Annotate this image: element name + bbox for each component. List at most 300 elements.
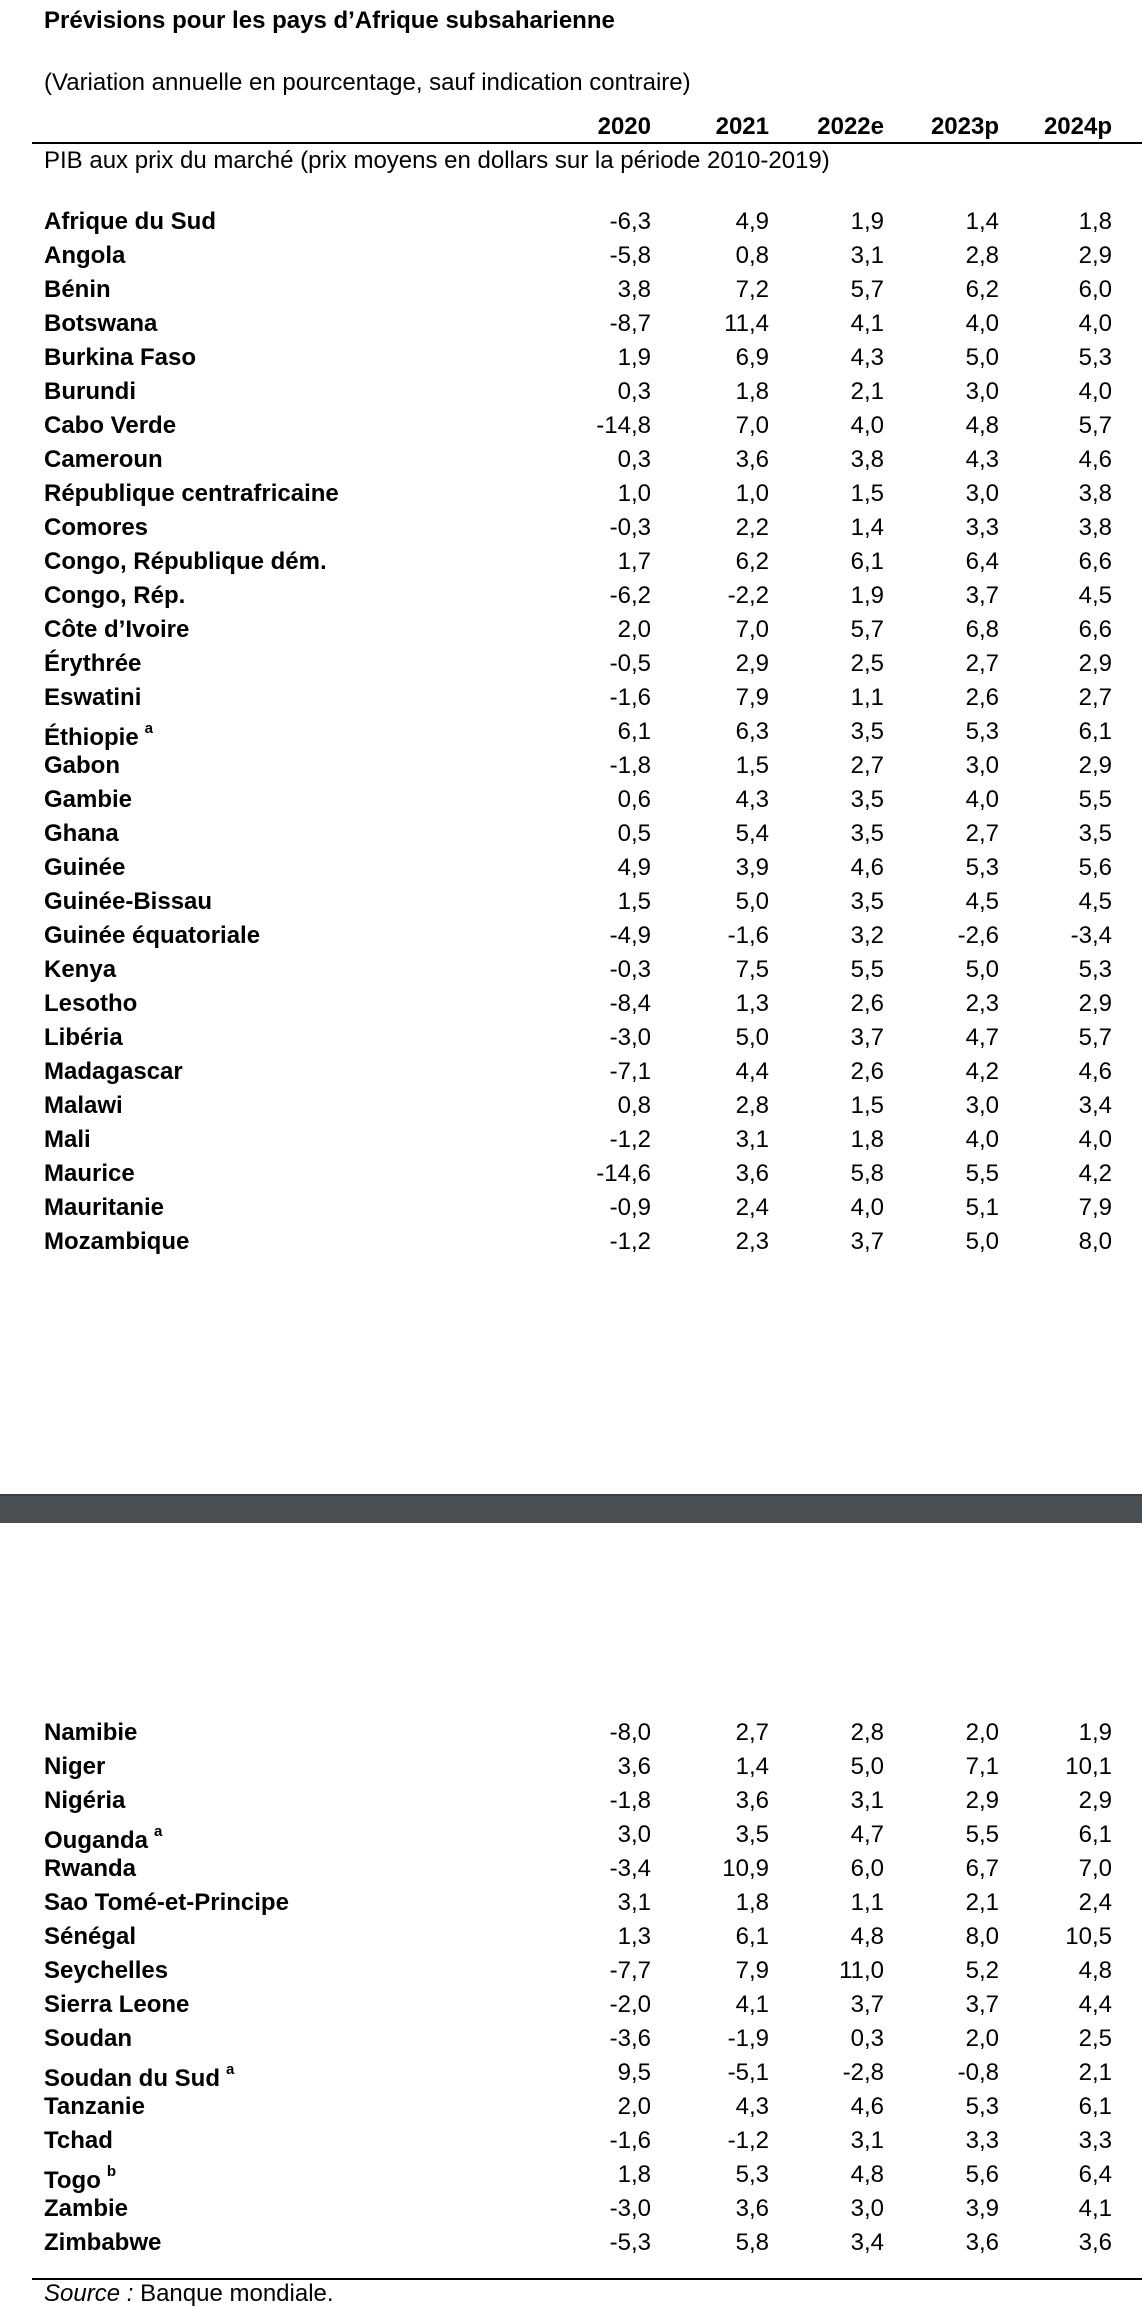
table-row: [0, 953, 1142, 987]
value-cell: 2,0: [965, 2025, 999, 2052]
value-cell: 10,5: [1065, 1923, 1112, 1950]
value-cell: -0,5: [609, 650, 651, 677]
country-name: [44, 785, 132, 815]
value-cell: 2,9: [1078, 1787, 1112, 1814]
value-cell: 2,8: [965, 242, 999, 269]
country-name: [44, 1854, 136, 1884]
value-cell: -5,3: [609, 2229, 651, 2256]
value-cell: 5,1: [965, 1194, 999, 1221]
value-cell: 6,6: [1078, 616, 1112, 643]
country-label: Guinée: [44, 854, 126, 881]
value-cell: 5,8: [735, 2229, 769, 2256]
country-label: Sao Tomé-et-Principe: [44, 1889, 289, 1916]
value-cell: 1,1: [850, 684, 884, 711]
value-cell: 4,6: [1078, 1058, 1112, 1085]
value-cell: 1,9: [850, 582, 884, 609]
country-label: Comores: [44, 514, 149, 541]
value-cell: -1,2: [727, 2127, 769, 2154]
value-cell: 4,0: [965, 310, 999, 337]
value-cell: 1,3: [735, 990, 769, 1017]
value-cell: 6,4: [1078, 2161, 1112, 2188]
country-name: [44, 751, 120, 781]
value-cell: 7,9: [1078, 1194, 1112, 1221]
country-name: [44, 1718, 137, 1748]
country-name: [44, 343, 196, 373]
country-name: [44, 717, 153, 753]
value-cell: 3,5: [1078, 820, 1112, 847]
value-cell: -2,2: [727, 582, 769, 609]
value-cell: 2,1: [1078, 2059, 1112, 2086]
value-cell: 5,0: [850, 1753, 884, 1780]
table-row: [0, 1157, 1142, 1191]
value-cell: -2,6: [957, 922, 999, 949]
value-cell: 5,3: [965, 718, 999, 745]
value-cell: 3,1: [850, 1787, 884, 1814]
country-name: [44, 615, 189, 645]
value-cell: 3,3: [965, 514, 999, 541]
value-cell: 2,8: [735, 1092, 769, 1119]
country-name: [44, 1159, 135, 1189]
value-cell: 4,0: [850, 1194, 884, 1221]
value-cell: 3,7: [850, 1024, 884, 1051]
value-cell: 0,6: [617, 786, 651, 813]
value-cell: 0,3: [617, 378, 651, 405]
column-header: 2021: [715, 113, 769, 140]
value-cell: 1,8: [617, 2161, 651, 2188]
table-row: [0, 1191, 1142, 1225]
country-label: Madagascar: [44, 1058, 183, 1085]
country-label: Angola: [44, 242, 126, 269]
value-cell: 1,4: [965, 208, 999, 235]
value-cell: 5,7: [1078, 1024, 1112, 1051]
value-cell: 3,6: [735, 1160, 769, 1187]
country-label: Cameroun: [44, 446, 163, 473]
value-cell: 5,3: [1078, 344, 1112, 371]
country-name: [44, 1125, 91, 1155]
value-cell: 1,8: [735, 378, 769, 405]
value-cell: 4,6: [1078, 446, 1112, 473]
value-cell: 3,7: [965, 582, 999, 609]
value-cell: 3,5: [850, 820, 884, 847]
value-cell: 5,0: [965, 344, 999, 371]
value-cell: 2,7: [1078, 684, 1112, 711]
value-cell: 2,3: [735, 1228, 769, 1255]
value-cell: 2,9: [735, 650, 769, 677]
value-cell: 4,6: [850, 854, 884, 881]
table-row: [0, 1716, 1142, 1750]
value-cell: 5,2: [965, 1957, 999, 1984]
table-row: [0, 409, 1142, 443]
value-cell: 4,2: [965, 1058, 999, 1085]
value-cell: 4,3: [735, 2093, 769, 2120]
value-cell: -2,8: [842, 2059, 884, 2086]
table-subtitle: (Variation annuelle en pourcentage, sauf indication contraire): [44, 69, 691, 96]
table-row: [0, 511, 1142, 545]
value-cell: 3,0: [617, 1821, 651, 1848]
header-divider: [32, 142, 1142, 144]
table-row: [0, 2056, 1142, 2090]
value-cell: 0,3: [850, 2025, 884, 2052]
country-label: Lesotho: [44, 990, 138, 1017]
country-label: Tanzanie: [44, 2093, 145, 2120]
value-cell: 10,1: [1065, 1753, 1112, 1780]
country-label: Mauritanie: [44, 1194, 165, 1221]
value-cell: 4,0: [965, 786, 999, 813]
value-cell: 6,2: [735, 548, 769, 575]
table-row: [0, 579, 1142, 613]
value-cell: -1,6: [609, 684, 651, 711]
value-cell: 2,9: [1078, 990, 1112, 1017]
value-cell: 5,3: [965, 854, 999, 881]
value-cell: 3,8: [617, 276, 651, 303]
table-row: [0, 2124, 1142, 2158]
country-name: [44, 1193, 164, 1223]
value-cell: 1,8: [735, 1889, 769, 1916]
value-cell: 4,1: [1078, 2195, 1112, 2222]
table-row: [0, 749, 1142, 783]
country-name: [44, 2092, 145, 2122]
source-note: [44, 2279, 334, 2308]
value-cell: -3,4: [1070, 922, 1112, 949]
value-cell: -0,9: [609, 1194, 651, 1221]
country-label: Côte d’Ivoire: [44, 616, 190, 643]
country-label: Soudan du Sud: [44, 2065, 220, 2092]
country-label: Burkina Faso: [44, 344, 197, 371]
value-cell: 6,6: [1078, 548, 1112, 575]
value-cell: -8,4: [609, 990, 651, 1017]
table-row: [0, 375, 1142, 409]
value-cell: 6,4: [965, 548, 999, 575]
value-cell: -14,6: [596, 1160, 651, 1187]
value-cell: 7,0: [735, 616, 769, 643]
country-label: Mali: [44, 1126, 91, 1153]
value-cell: 4,4: [1078, 1991, 1112, 2018]
value-cell: 5,5: [850, 956, 884, 983]
value-cell: 3,8: [1078, 480, 1112, 507]
value-cell: 5,3: [735, 2161, 769, 2188]
table-row: [0, 1954, 1142, 1988]
value-cell: 6,0: [850, 1855, 884, 1882]
value-cell: 0,8: [735, 242, 769, 269]
country-label: Éthiopie: [44, 724, 139, 751]
table-row: [0, 239, 1142, 273]
country-name: [44, 1888, 289, 1918]
value-cell: -1,2: [609, 1126, 651, 1153]
value-cell: 9,5: [617, 2059, 651, 2086]
value-cell: 0,3: [617, 446, 651, 473]
value-cell: 2,0: [617, 616, 651, 643]
value-cell: -2,0: [609, 1991, 651, 2018]
value-cell: 6,1: [617, 718, 651, 745]
value-cell: -7,1: [609, 1058, 651, 1085]
value-cell: 3,2: [850, 922, 884, 949]
table-row: [0, 2158, 1142, 2192]
country-name: [44, 1752, 105, 1782]
table-row: [0, 1055, 1142, 1089]
value-cell: -0,3: [609, 956, 651, 983]
value-cell: 6,0: [1078, 276, 1112, 303]
value-cell: 4,8: [850, 1923, 884, 1950]
value-cell: 6,1: [1078, 2093, 1112, 2120]
value-cell: 6,1: [850, 548, 884, 575]
value-cell: 2,6: [965, 684, 999, 711]
value-cell: 1,0: [735, 480, 769, 507]
value-cell: 4,0: [1078, 378, 1112, 405]
value-cell: 2,7: [965, 820, 999, 847]
value-cell: 6,9: [735, 344, 769, 371]
table-row: [0, 1818, 1142, 1852]
value-cell: -7,7: [609, 1957, 651, 1984]
value-cell: 4,6: [850, 2093, 884, 2120]
value-cell: 4,9: [735, 208, 769, 235]
country-label: Togo: [44, 2167, 101, 2194]
country-name: [44, 1227, 189, 1257]
value-cell: -1,2: [609, 1228, 651, 1255]
value-cell: 4,3: [735, 786, 769, 813]
country-label: Cabo Verde: [44, 412, 177, 439]
value-cell: 3,3: [1078, 2127, 1112, 2154]
value-cell: 5,4: [735, 820, 769, 847]
value-cell: 4,8: [850, 2161, 884, 2188]
value-cell: 6,8: [965, 616, 999, 643]
table-row: [0, 1225, 1142, 1259]
country-name: [44, 513, 148, 543]
value-cell: -1,9: [727, 2025, 769, 2052]
country-label: Seychelles: [44, 1957, 169, 1984]
value-cell: 5,5: [965, 1160, 999, 1187]
country-name: [44, 2024, 132, 2054]
country-name: [44, 309, 157, 339]
value-cell: 5,6: [1078, 854, 1112, 881]
value-cell: 3,0: [965, 378, 999, 405]
country-name: [44, 683, 141, 713]
country-label: Kenya: [44, 956, 117, 983]
country-label: République centrafricaine: [44, 480, 339, 507]
value-cell: 2,0: [965, 1719, 999, 1746]
table-row: [0, 205, 1142, 239]
value-cell: 3,7: [850, 1991, 884, 2018]
country-label: Ouganda: [44, 1827, 149, 1854]
value-cell: -1,8: [609, 1787, 651, 1814]
value-cell: 1,4: [850, 514, 884, 541]
country-name: [44, 2058, 234, 2094]
value-cell: -8,0: [609, 1719, 651, 1746]
country-label: Nigéria: [44, 1787, 126, 1814]
value-cell: 5,3: [1078, 956, 1112, 983]
value-cell: 2,9: [965, 1787, 999, 1814]
country-name: [44, 2194, 128, 2224]
value-cell: 11,0: [839, 1957, 884, 1984]
value-cell: 4,5: [1078, 582, 1112, 609]
country-label: Guinée-Bissau: [44, 888, 213, 915]
footnote-marker: a: [225, 2061, 235, 2078]
value-cell: 1,9: [617, 344, 651, 371]
value-cell: 3,7: [850, 1228, 884, 1255]
value-cell: 4,0: [1078, 310, 1112, 337]
country-name: [44, 445, 163, 475]
table-row: [0, 613, 1142, 647]
country-label: Botswana: [44, 310, 158, 337]
value-cell: 8,0: [965, 1923, 999, 1950]
value-cell: 2,0: [617, 2093, 651, 2120]
column-header: 2022e: [817, 113, 884, 140]
value-cell: 3,1: [850, 242, 884, 269]
value-cell: 3,6: [735, 446, 769, 473]
value-cell: 4,0: [1078, 1126, 1112, 1153]
value-cell: 3,6: [1078, 2229, 1112, 2256]
country-name: [44, 955, 116, 985]
country-name: [44, 921, 260, 951]
value-cell: 3,1: [735, 1126, 769, 1153]
value-cell: 5,5: [965, 1821, 999, 1848]
value-cell: 3,5: [850, 786, 884, 813]
value-cell: -5,8: [609, 242, 651, 269]
value-cell: 7,0: [1078, 1855, 1112, 1882]
value-cell: 4,9: [617, 854, 651, 881]
country-label: Afrique du Sud: [44, 208, 216, 235]
value-cell: -3,0: [609, 1024, 651, 1051]
country-label: Libéria: [44, 1024, 123, 1051]
value-cell: 8,0: [1078, 1228, 1112, 1255]
country-name: [44, 207, 216, 237]
country-label: Soudan: [44, 2025, 132, 2052]
value-cell: 3,5: [850, 718, 884, 745]
table-row: [0, 1123, 1142, 1157]
value-cell: 4,0: [850, 412, 884, 439]
value-cell: 3,6: [735, 1787, 769, 1814]
value-cell: 1,9: [850, 208, 884, 235]
country-name: [44, 1786, 125, 1816]
table-body-page2: [0, 1716, 1142, 2260]
table-row: [0, 1021, 1142, 1055]
table-title: Prévisions pour les pays d’Afrique subsaharienne: [44, 7, 615, 34]
source-text: Banque mondiale.: [140, 2280, 334, 2307]
table-row: [0, 817, 1142, 851]
value-cell: 3,3: [965, 2127, 999, 2154]
table-row: [0, 1750, 1142, 1784]
value-cell: 11,4: [724, 310, 769, 337]
country-label: Érythrée: [44, 650, 142, 677]
value-cell: 2,2: [735, 514, 769, 541]
footnote-marker: a: [144, 720, 154, 737]
country-name: [44, 1091, 123, 1121]
value-cell: 2,6: [850, 1058, 884, 1085]
country-name: [44, 2160, 116, 2196]
column-header: 2020: [597, 113, 651, 140]
country-label: Congo, Rép.: [44, 582, 186, 609]
value-cell: 2,7: [735, 1719, 769, 1746]
value-cell: 1,5: [735, 752, 769, 779]
country-name: [44, 241, 125, 271]
column-header-row: [0, 112, 1142, 142]
value-cell: 4,1: [735, 1991, 769, 2018]
country-name: [44, 2126, 113, 2156]
value-cell: 3,0: [850, 2195, 884, 2222]
value-cell: 3,6: [735, 2195, 769, 2222]
country-name: [44, 1057, 183, 1087]
value-cell: 2,9: [1078, 650, 1112, 677]
table-row: [0, 2090, 1142, 2124]
value-cell: 5,7: [1078, 412, 1112, 439]
value-cell: -6,2: [609, 582, 651, 609]
value-cell: -6,3: [609, 208, 651, 235]
country-label: Malawi: [44, 1092, 123, 1119]
value-cell: 3,7: [965, 1991, 999, 2018]
value-cell: -8,7: [609, 310, 651, 337]
table-row: [0, 341, 1142, 375]
country-label: Zimbabwe: [44, 2229, 162, 2256]
country-name: [44, 1922, 136, 1952]
country-label: Zambie: [44, 2195, 129, 2222]
table-row: [0, 273, 1142, 307]
value-cell: 7,2: [735, 276, 769, 303]
value-cell: 4,7: [850, 1821, 884, 1848]
country-name: [44, 887, 212, 917]
country-label: Sénégal: [44, 1923, 137, 1950]
country-label: Sierra Leone: [44, 1991, 190, 2018]
value-cell: 1,8: [1078, 208, 1112, 235]
value-cell: 3,6: [617, 1753, 651, 1780]
country-label: Congo, République dém.: [44, 548, 327, 575]
country-name: [44, 819, 119, 849]
country-name: [44, 1956, 168, 1986]
value-cell: 2,5: [1078, 2025, 1112, 2052]
value-cell: 2,8: [850, 1719, 884, 1746]
value-cell: 6,1: [735, 1923, 769, 1950]
value-cell: 7,9: [735, 684, 769, 711]
value-cell: 5,7: [850, 276, 884, 303]
value-cell: 5,5: [1078, 786, 1112, 813]
value-cell: 0,8: [617, 1092, 651, 1119]
country-label: Maurice: [44, 1160, 135, 1187]
value-cell: 3,9: [965, 2195, 999, 2222]
country-label: Gambie: [44, 786, 133, 813]
table-row: [0, 1089, 1142, 1123]
value-cell: 1,7: [617, 548, 651, 575]
value-cell: 6,2: [965, 276, 999, 303]
country-name: [44, 2228, 161, 2258]
country-label: Ghana: [44, 820, 119, 847]
value-cell: 3,8: [850, 446, 884, 473]
source-label: Source :: [44, 2280, 134, 2307]
value-cell: 4,5: [965, 888, 999, 915]
country-label: Bénin: [44, 276, 111, 303]
country-name: [44, 1820, 162, 1856]
country-label: Tchad: [44, 2127, 113, 2154]
country-label: Rwanda: [44, 1855, 137, 1882]
value-cell: 4,5: [1078, 888, 1112, 915]
table-row: [0, 477, 1142, 511]
country-label: Gabon: [44, 752, 120, 779]
value-cell: -3,4: [609, 1855, 651, 1882]
value-cell: 3,6: [965, 2229, 999, 2256]
country-name: [44, 1023, 123, 1053]
country-label: Mozambique: [44, 1228, 190, 1255]
value-cell: 4,8: [1078, 1957, 1112, 1984]
value-cell: 1,1: [850, 1889, 884, 1916]
country-name: [44, 411, 176, 441]
country-name: [44, 377, 136, 407]
value-cell: 4,8: [965, 412, 999, 439]
table-row: [0, 919, 1142, 953]
value-cell: 2,4: [1078, 1889, 1112, 1916]
value-cell: 3,4: [850, 2229, 884, 2256]
value-cell: 1,5: [617, 888, 651, 915]
table-row: [0, 715, 1142, 749]
table-body-page1: [0, 205, 1142, 1259]
value-cell: 2,1: [965, 1889, 999, 1916]
column-header: 2024p: [1043, 113, 1112, 140]
